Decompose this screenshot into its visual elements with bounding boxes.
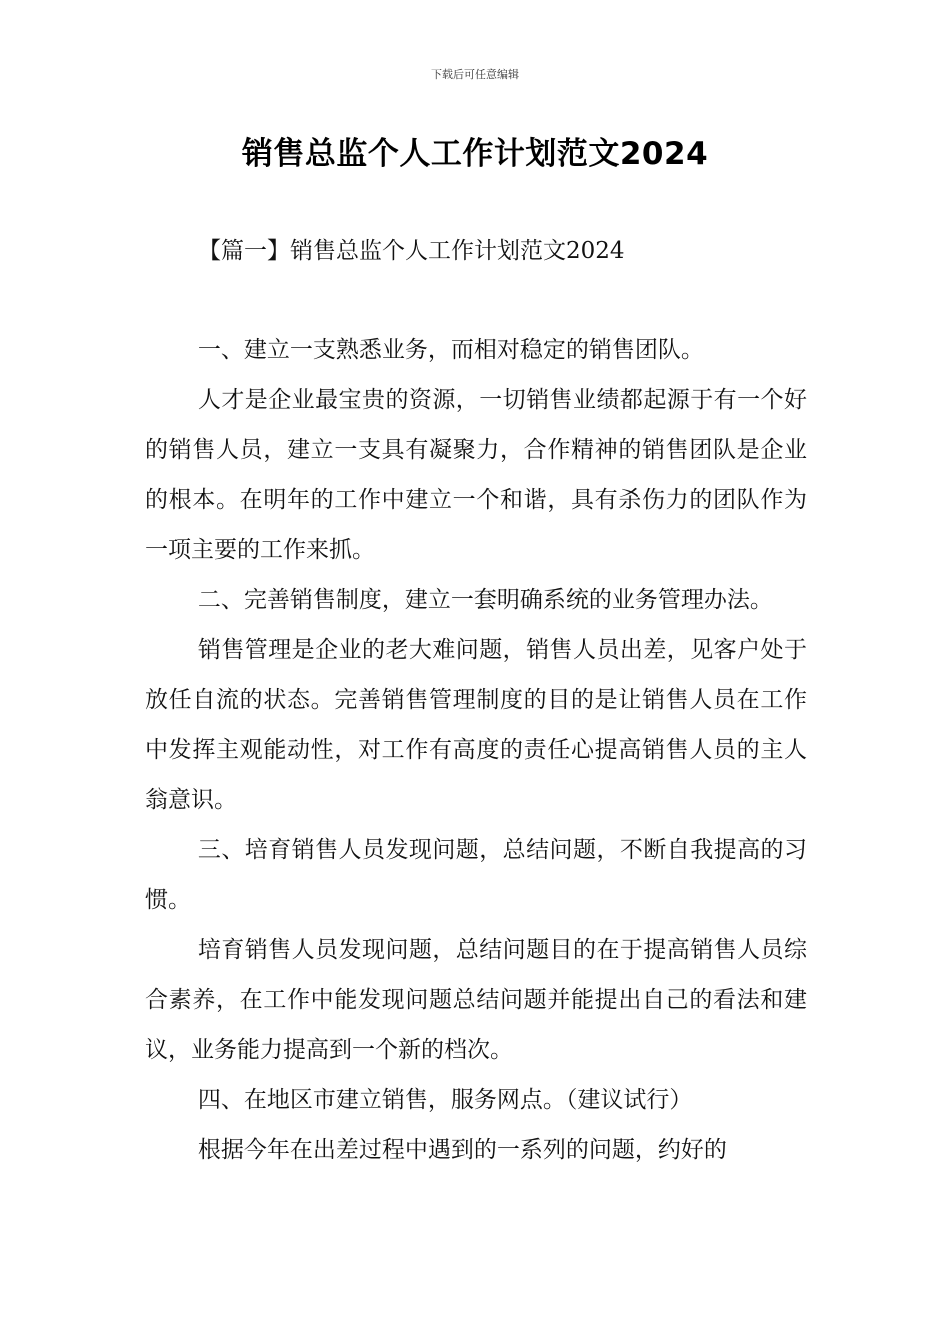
- paragraph-point-4-heading: 四、在地区市建立销售，服务网点。（建议试行）: [197, 1087, 693, 1113]
- section-heading: 【篇一】销售总监个人工作计划范文2024: [198, 238, 625, 264]
- paragraph-point-2-heading: 二、完善销售制度，建立一套明确系统的业务管理办法。: [197, 587, 773, 613]
- paragraph-point-1-heading: 一、建立一支熟悉业务，而相对稳定的销售团队。: [197, 337, 704, 363]
- header-note: 下载后可任意编辑: [431, 68, 519, 81]
- paragraph-point-2-body: 销售管理是企业的老大难问题，销售人员出差，见客户处于放任自流的状态。完善销售管理制度的目的是让销售人员在工作中发挥主观能动性，对工作有高度的责任心提高销售人员的主人翁意识。: [145, 637, 807, 813]
- paragraph-point-1-body: 人才是企业最宝贵的资源，一切销售业绩都起源于有一个好的销售人员，建立一支具有凝聚力，合作精神的销售团队是企业的根本。在明年的工作中建立一个和谐，具有杀伤力的团队作为一项主要的工作来抓。: [145, 387, 807, 563]
- document-title: 销售总监个人工作计划范文2024: [241, 136, 709, 172]
- document-body: [145, 325, 807, 1175]
- paragraph-point-3-heading: 三、培育销售人员发现问题，总结问题，不断自我提高的习惯。: [145, 837, 807, 913]
- paragraph-point-4-body: 根据今年在出差过程中遇到的一系列的问题，约好的: [197, 1137, 727, 1163]
- paragraph-point-3-body: 培育销售人员发现问题，总结问题目的在于提高销售人员综合素养，在工作中能发现问题总结问题并能提出自己的看法和建议，业务能力提高到一个新的档次。: [145, 937, 807, 1063]
